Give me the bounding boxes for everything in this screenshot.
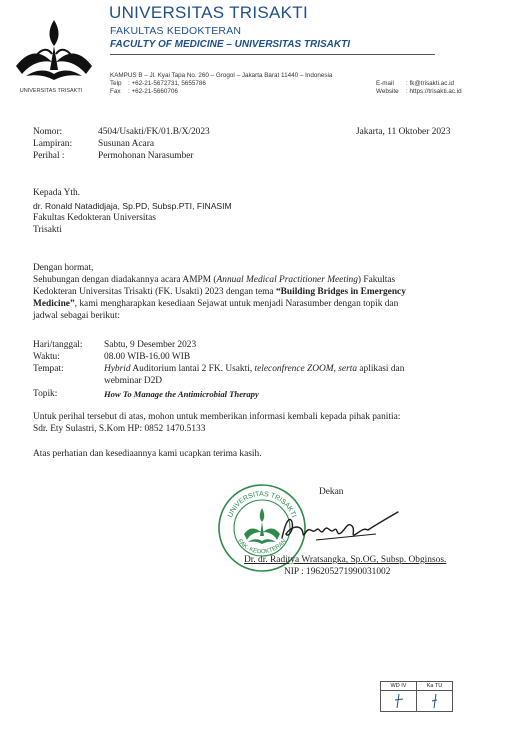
recipient-line-4: Trisakti — [33, 225, 62, 235]
schedule-time-label: Waktu: — [33, 352, 60, 362]
nomor-value: 4504/Usakti/FK/01.B/X/2023 — [98, 127, 210, 137]
telp-label: Telp — [110, 80, 122, 87]
recipient-line-3: Fakultas Kedokteran Universitas — [33, 213, 156, 223]
stamp-text-bottom: FAK. KEDOKTERAN — [236, 538, 288, 556]
recipient-line-1: Kepada Yth. — [33, 188, 81, 198]
closing-line: Atas perhatian dan kesediaannya kami ucapkan terima kasih. — [33, 449, 262, 459]
place-italic-c: teleconfrence ZOOM, serta — [254, 364, 358, 374]
signer-name: Dr. dr. Raditya Wratsangka, Sp.OG, Subsp. Obginsos. — [244, 555, 447, 565]
email-label: E-mail — [376, 80, 394, 87]
p1-line3-bold: Medicine” — [33, 299, 75, 309]
faculty-name-en: FACULTY OF MEDICINE – UNIVERSITAS TRISAKTI — [110, 39, 351, 50]
p1-line3-text: , kami mengharapkan kesediaan Sejawat untuk menjadi Narasumber dengan topik dan — [74, 299, 399, 309]
faculty-name: FAKULTAS KEDOKTERAN — [110, 25, 242, 37]
logo-caption: UNIVERSITAS TRISAKTI — [19, 88, 83, 94]
routing-divider — [416, 691, 417, 711]
schedule-date-label: Hari/tanggal: — [33, 340, 83, 350]
university-logo — [12, 18, 96, 86]
routing-initial-2 — [425, 692, 445, 710]
telp-value: : +62-21-5672731, 5655786 — [128, 80, 206, 87]
p1-line2-text: Kedokteran Universitas Trisakti (FK. Usakti) 2023 dengan tema — [33, 287, 276, 297]
schedule-place-label: Tempat: — [33, 364, 64, 374]
greeting: Dengan hormat, — [33, 263, 94, 273]
paragraph-1-line-2 — [33, 287, 406, 299]
routing-col-2-header: Ka TU — [417, 682, 452, 691]
routing-col-1-header: WD IV — [381, 682, 417, 691]
recipient-line-2: dr. Ronald Natadidjaja, Sp.PD, Subsp.PTI, FINASIM — [33, 201, 232, 211]
schedule-time-value: 08.00 WIB-16.00 WIB — [104, 352, 191, 362]
paragraph-2-line-2: Sdr. Ety Sulastri, S.Kom HP: 0852 1470.5133 — [33, 424, 206, 434]
p1-text-c: ) Fakultas — [357, 275, 396, 285]
lampiran-label: Lampiran: — [33, 139, 73, 149]
address: KAMPUS B – Jl. Kyai Tapa No. 260 – Grogol – Jakarta Barat 11440 – Indonesia — [110, 72, 333, 79]
nomor-label: Nomor: — [33, 127, 63, 137]
schedule-place-value — [104, 364, 404, 376]
p1-text-a: Sehubungan dengan diadakannya acara AMPM ( — [33, 275, 217, 285]
perihal-value: Permohonan Narasumber — [98, 151, 194, 161]
lampiran-value: Susunan Acara — [98, 139, 154, 149]
paragraph-2-line-1: Untuk perihal tersebut di atas, mohon untuk memberikan informasi kembali kepada pihak panitia: — [33, 412, 401, 422]
place-italic-a: Hybrid — [104, 364, 131, 374]
schedule-date-value: Sabtu, 9 Desember 2023 — [104, 340, 197, 350]
paragraph-1-line-1 — [33, 275, 395, 287]
website-value: : https://trisakti.ac.id — [406, 88, 462, 95]
signer-nip: NIP : 196205271990031002 — [284, 567, 391, 577]
signer-title: Dekan — [319, 487, 344, 497]
p1-text-italic: Annual Medical Practitioner Meeting — [216, 275, 358, 285]
fax-label: Fax — [110, 88, 121, 95]
university-name: UNIVERSITAS TRISAKTI — [109, 3, 309, 22]
paragraph-1-line-3 — [33, 299, 398, 311]
schedule-place-line-2: webminar D2D — [104, 376, 163, 386]
p1-line2-bold: “Building Bridges in Emergency — [275, 287, 406, 297]
header-divider — [110, 54, 435, 55]
schedule-topic-value: How To Manage the Antimicrobial Therapy — [104, 389, 259, 399]
schedule-topic-label: Topik: — [33, 389, 58, 399]
website-label: Website — [376, 88, 399, 95]
letter-date: Jakarta, 11 Oktober 2023 — [356, 127, 451, 137]
perihal-label: Perihal : — [33, 151, 65, 161]
fax-value: : +62-21-5660706 — [128, 88, 178, 95]
routing-initial-1 — [389, 692, 409, 710]
handwritten-signature — [276, 508, 404, 548]
place-text-b: Auditorium lantai 2 FK. Usakti, — [130, 364, 255, 374]
routing-box — [380, 681, 453, 712]
paragraph-1-line-4: jadwal sebagai berikut: — [33, 311, 120, 321]
email-value: : fk@trisakti.ac.id — [406, 80, 455, 87]
place-text-d: aplikasi dan — [357, 364, 405, 374]
stamp-text-top: UNIVERSITAS TRISAKTI — [226, 490, 298, 519]
